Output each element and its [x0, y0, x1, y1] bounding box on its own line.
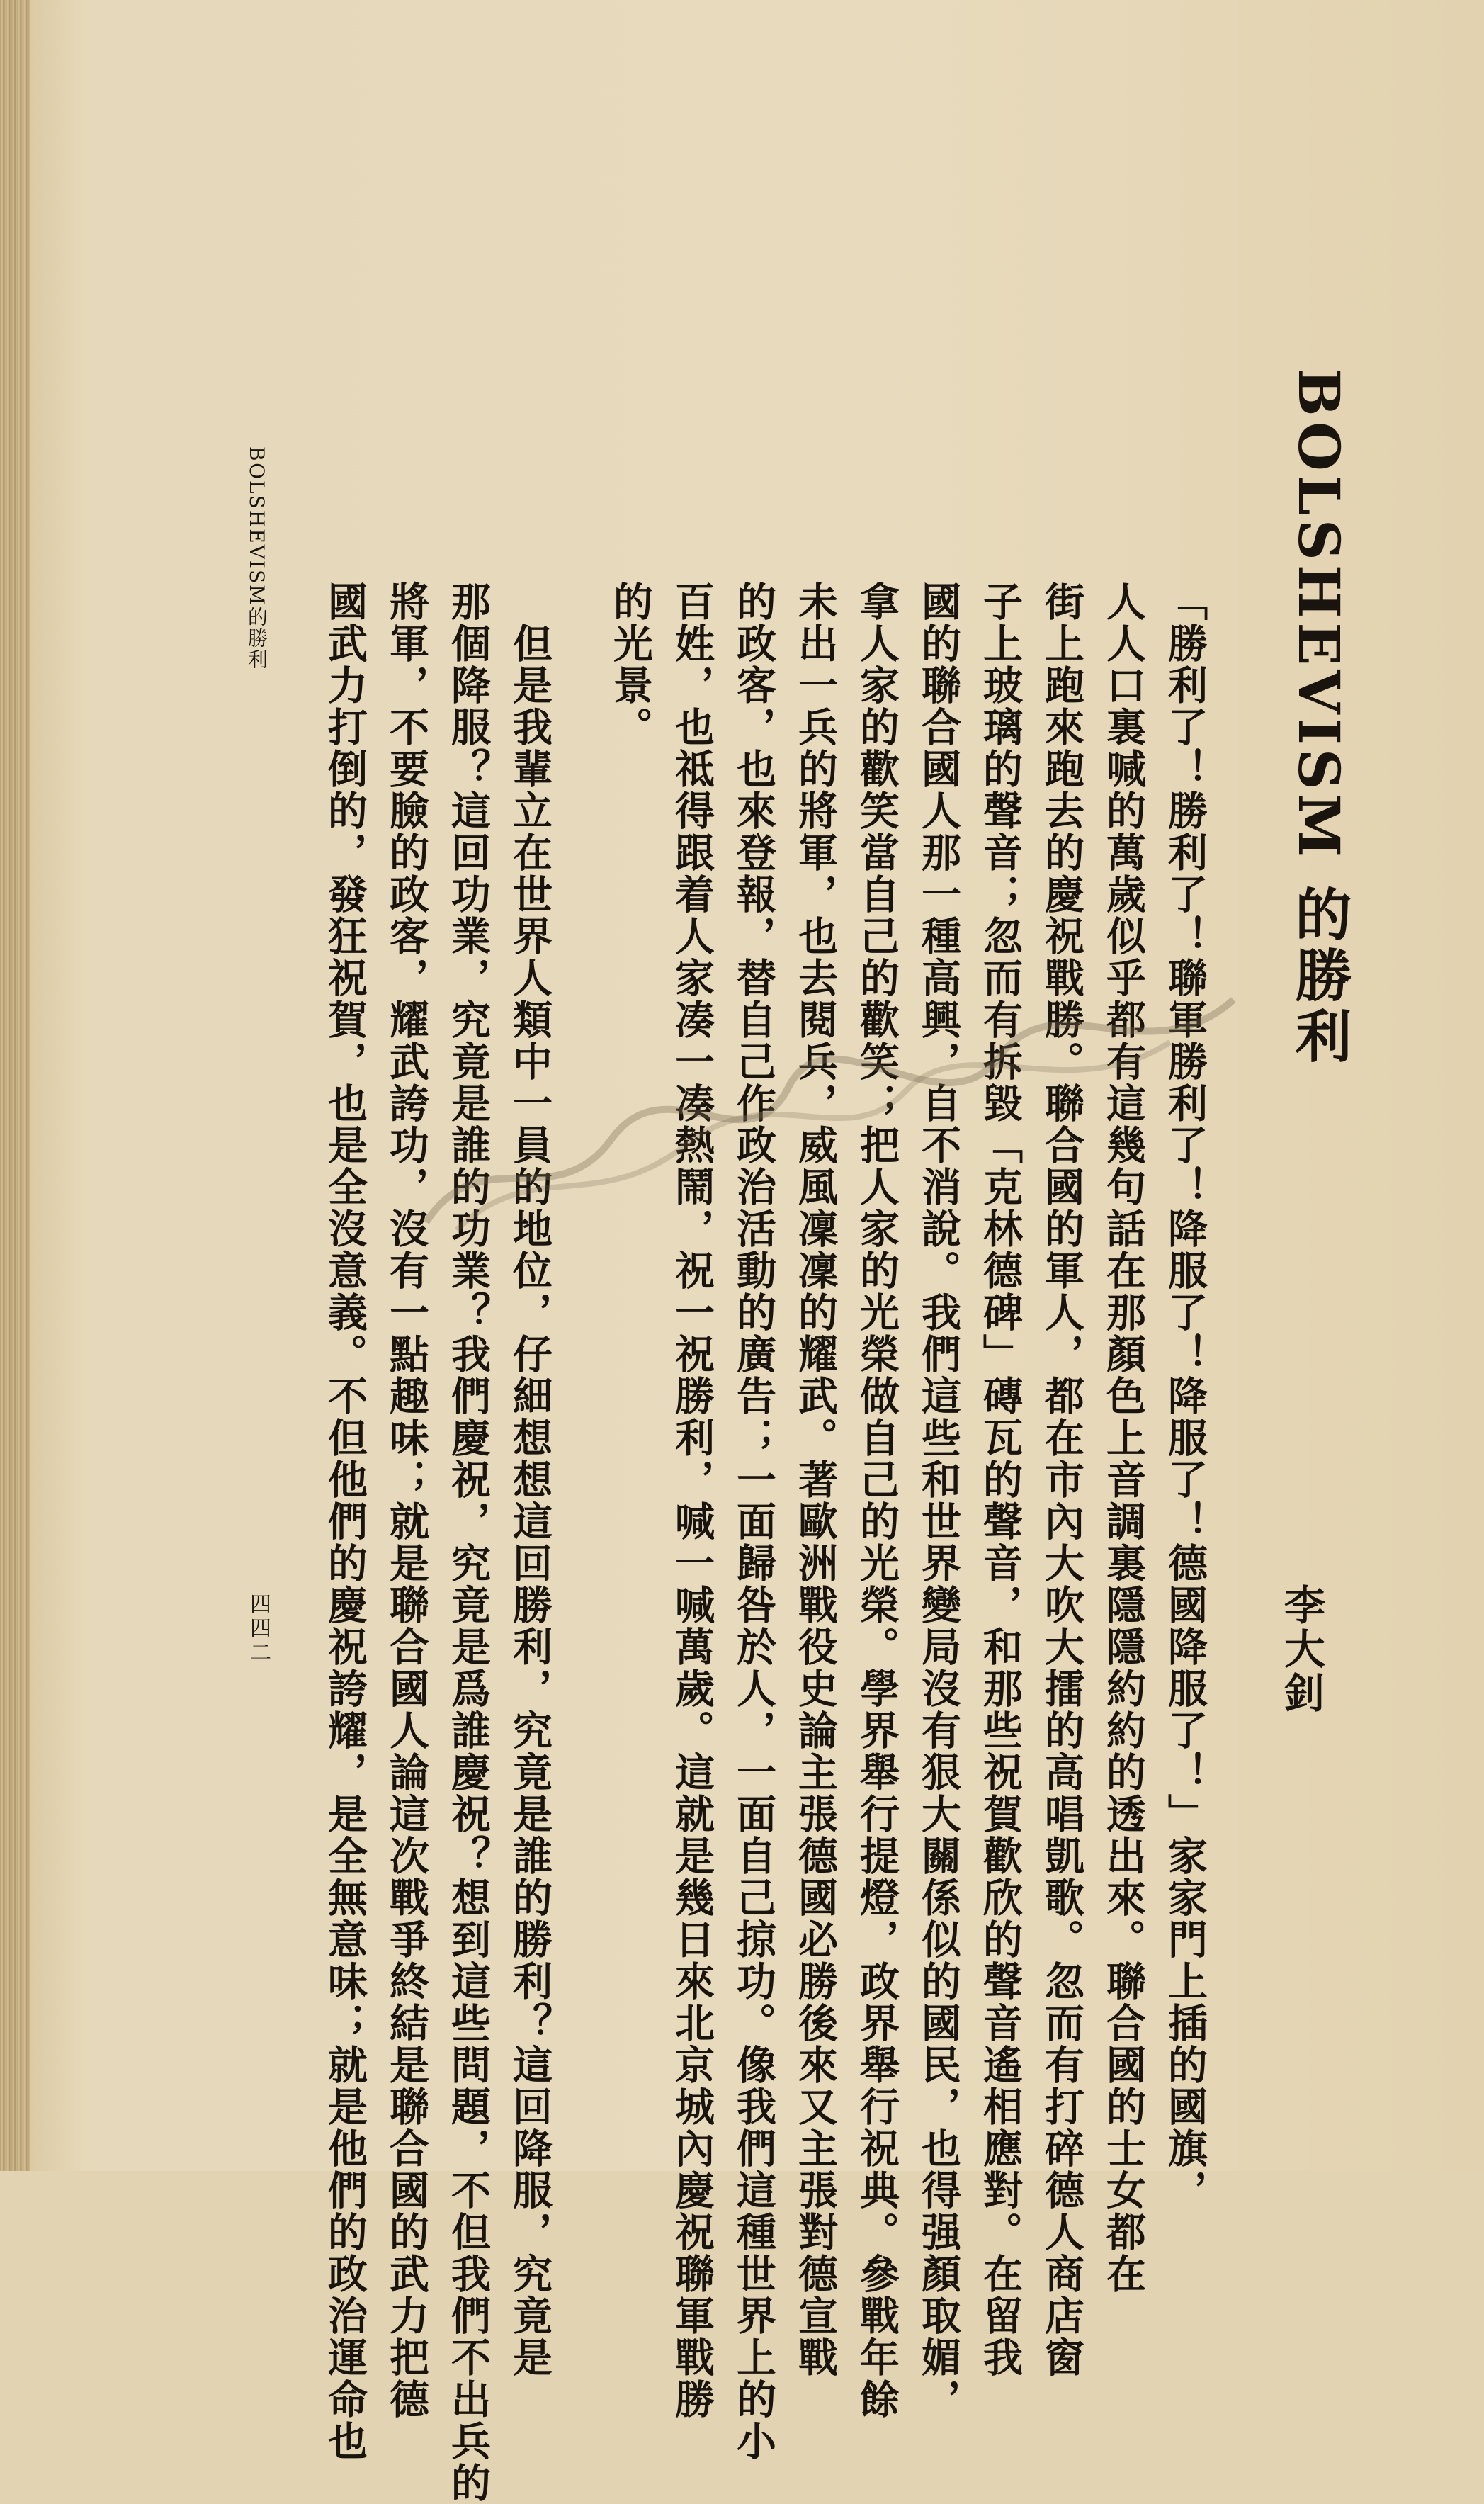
body-column-9: 百姓，也祗得跟着人家凑一凑熱鬧，祝一祝勝利，喊一喊萬歲。這就是幾日來北京城內慶祝聯軍戰勝	[669, 581, 715, 2420]
body-column-6: 拿人家的歡笑當自己的歡笑；把人家的光榮做自己的光榮。學界舉行提燈，政界舉行祝典。參戰年餘	[854, 581, 900, 2420]
body-column-7: 未出一兵的將軍，也去閱兵，威風凜凜的耀武。著歐洲戰役史論主張德國必勝後來又主張對德宣戰	[792, 581, 839, 2379]
body-column-10: 的光景。	[607, 581, 654, 748]
body-column-13: 將軍，不要臉的政客，耀武誇功，沒有一點趣味；就是聯合國人論這次戰爭終結是聯合國的武力把德	[383, 581, 430, 2420]
article-title: BOLSHEVISM 的勝利	[1286, 368, 1352, 1068]
body-column-12: 那個降服？這回功業，究竟是誰的功業？我們慶祝，究竟是爲誰慶祝？想到這些問題，不但我們不出兵的	[445, 581, 492, 2504]
body-column-4: 子上玻璃的聲音；忽而有拆毀「克林德碑」磚瓦的聲音，和那些祝賀歡欣的聲音遙相應對。在留我	[977, 581, 1024, 2379]
page-number: 四四二	[246, 1593, 271, 1665]
book-binding-edge	[0, 0, 30, 2171]
body-column-14: 國武力打倒的，發狂祝賀，也是全沒意義。不但他們的慶祝誇耀，是全無意味；就是他們的政治運命也	[322, 581, 368, 2462]
body-column-3: 街上跑來跑去的慶祝戰勝。聯合國的軍人，都在市內大吹大擂的高唱凱歌。忽而有打碎德人商店窗	[1038, 581, 1085, 2379]
body-column-1: 「勝利了！勝利了！聯軍勝利了！降服了！降服了！德國降服了！」家家門上插的國旗，	[1162, 581, 1208, 2211]
running-title: BOLSHEVISM的勝利	[245, 446, 268, 670]
article-author: 李大釗	[1277, 1584, 1325, 1715]
body-column-11: 但是我輩立在世界人類中一員的地位，仔細想想這回勝利，究竟是誰的勝利？這回降服，究竟是	[506, 581, 553, 2379]
body-column-2: 人人口裏喊的萬歲似乎都有這幾句話在那顏色上音調裏隱隱約約的透出來。聯合國的士女都在	[1100, 581, 1147, 2295]
body-column-5: 國的聯合國人那一種高興，自不消說。我們這些和世界變局沒有狠大關係似的國民，也得强顏取媚，	[915, 581, 962, 2420]
body-column-8: 的政客，也來登報，替自己作政治活動的廣告；一面歸咎於人，一面自己掠功。像我們這種世界上的小	[730, 581, 777, 2462]
